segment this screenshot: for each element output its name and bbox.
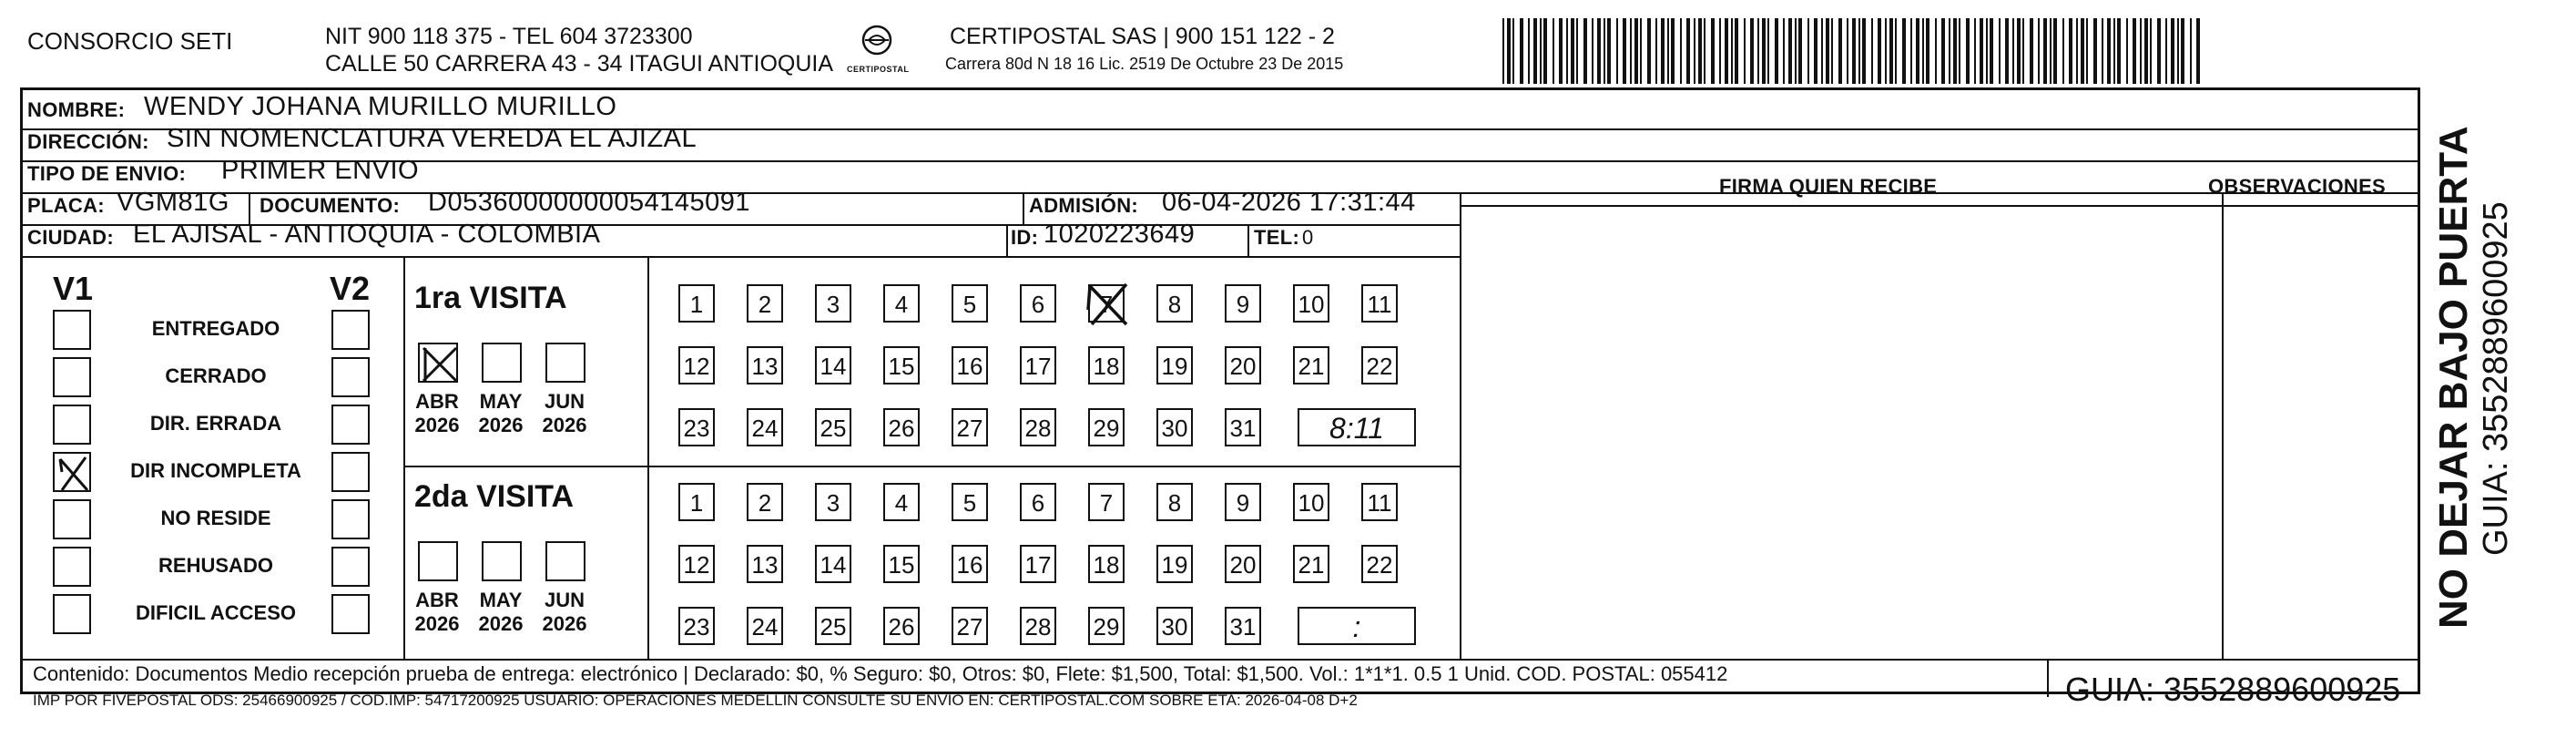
v2-checkbox[interactable] [331,405,370,445]
month-label: MAY 2026 [478,589,524,635]
day-box[interactable]: 27 [952,408,988,446]
day-box[interactable]: 2 [747,284,783,323]
day-box[interactable]: 27 [952,607,988,645]
side-guia: GUIA: 3552889600925 [2477,201,2515,556]
visit-title: 2da VISITA [414,479,575,514]
day-box[interactable]: 28 [1020,408,1056,446]
v1-header: V1 [53,270,94,307]
nit-line: NIT 900 118 375 - TEL 604 3723300 [325,24,693,49]
day-box[interactable]: 4 [883,284,920,323]
month-label: JUN 2026 [542,589,587,635]
day-box[interactable]: 13 [747,346,783,384]
day-box[interactable]: 10 [1293,284,1329,323]
v2-checkbox[interactable] [331,499,370,539]
day-box[interactable]: 11 [1361,483,1398,521]
city-value: EL AJISAL - ANTIOQUIA - COLOMBIA [133,220,601,249]
month-checkbox[interactable] [545,343,585,383]
time-box[interactable]: 8:11 [1298,408,1416,446]
day-box[interactable]: 30 [1156,408,1193,446]
month-checkbox[interactable] [482,541,522,581]
day-box[interactable]: 22 [1361,545,1398,583]
day-box[interactable]: 7 [1088,284,1125,323]
firma-header: FIRMA QUIEN RECIBE [1719,175,1938,198]
v2-checkbox[interactable] [331,357,370,397]
v1-checkbox[interactable] [53,452,91,492]
imp-line: IMP POR FIVEPOSTAL ODS: 25466900925 / COD.IMP: 54717200925 USUARIO: OPERACIONES MEDELLÍN CONSULTE SU ENVIO EN: CERTIPOSTAL.COM SOBRE ETA: 2026-04-08 D+2 [33,692,1358,709]
day-box[interactable]: 28 [1020,607,1056,645]
month-checkbox[interactable] [482,343,522,383]
certipostal-line2: Carrera 80d N 18 16 Lic. 2519 De Octubre 23 De 2015 [945,55,1344,73]
address-line: CALLE 50 CARRERA 43 - 34 ITAGUI ANTIOQUIA [325,51,834,77]
day-box[interactable]: 3 [815,284,851,323]
logo-text: CERTIPOSTAL [847,65,910,74]
v1-checkbox[interactable] [53,547,91,587]
month-checkbox[interactable] [418,343,458,383]
day-box[interactable]: 6 [1020,483,1056,521]
v1-checkbox[interactable] [53,310,91,350]
day-box[interactable]: 12 [678,545,715,583]
content-line: Contenido: Documentos Medio recepción prueba de entrega: electrónico | Declarado: $0, % Seguro: $0, Otros: $0, Flete: $1,500, Total: $1,500. Vol.: 1*1*1. 0.5 1 Unid. COD. POSTAL: 055412 [33,662,1728,685]
day-box[interactable]: 31 [1225,607,1261,645]
month-label: ABR 2026 [414,390,460,436]
time-box[interactable]: : [1298,607,1416,645]
v1-checkbox[interactable] [53,594,91,634]
barcode [1502,18,2204,84]
day-box[interactable]: 5 [952,284,988,323]
day-box[interactable]: 31 [1225,408,1261,446]
v2-checkbox[interactable] [331,310,370,350]
status-label: CERRADO [165,364,267,387]
day-box[interactable]: 7 [1088,483,1125,521]
v1-checkbox[interactable] [53,405,91,445]
day-box[interactable]: 23 [678,408,715,446]
city-label: CIUDAD: [27,226,114,249]
day-box[interactable]: 14 [815,346,851,384]
v2-checkbox[interactable] [331,452,370,492]
certipostal-line1: CERTIPOSTAL SAS | 900 151 122 - 2 [950,24,1335,49]
handwritten-x-icon [420,344,460,384]
day-box[interactable]: 1 [678,284,715,323]
plate-label: PLACA: [27,194,105,217]
day-box[interactable]: 15 [883,346,920,384]
day-box[interactable]: 17 [1020,346,1056,384]
company-name: CONSORCIO SETI [27,27,233,55]
status-label: ENTREGADO [151,317,280,340]
day-box[interactable]: 16 [952,545,988,583]
id-value: 1020223649 [1044,220,1196,249]
day-box[interactable]: 23 [678,607,715,645]
month-checkbox[interactable] [545,541,585,581]
day-box[interactable]: 20 [1225,346,1261,384]
visit-title: 1ra VISITA [414,281,567,315]
day-box[interactable]: 26 [883,607,920,645]
certipostal-logo [856,24,898,66]
day-box[interactable]: 9 [1225,284,1261,323]
day-box[interactable]: 24 [747,408,783,446]
day-box[interactable]: 5 [952,483,988,521]
handwritten-x-icon [1084,279,1132,330]
day-box[interactable]: 24 [747,607,783,645]
document-label: DOCUMENTO: [260,194,401,217]
day-box[interactable]: 15 [883,545,920,583]
name-label: NOMBRE: [27,98,126,121]
admission-value: 06-04-2026 17:31:44 [1162,188,1416,217]
status-label: DIR INCOMPLETA [130,459,301,482]
footer-guia: GUIA: 3552889600925 [2065,671,2401,708]
document-value: D05360000000054145091 [428,188,751,217]
address-value: SIN NOMENCLATURA VEREDA EL AJIZAL [167,124,697,153]
v2-checkbox[interactable] [331,594,370,634]
day-box[interactable]: 14 [815,545,851,583]
day-box[interactable]: 26 [883,408,920,446]
day-box[interactable]: 6 [1020,284,1056,323]
day-box[interactable]: 12 [678,346,715,384]
plate-value: VGM81G [117,188,229,217]
address-label: DIRECCIÓN: [27,130,149,153]
day-box[interactable]: 18 [1088,545,1125,583]
status-label: DIFICIL ACCESO [135,601,296,624]
day-box[interactable]: 17 [1020,545,1056,583]
v2-checkbox[interactable] [331,547,370,587]
day-box[interactable]: 1 [678,483,715,521]
side-warning: NO DEJAR BAJO PUERTA [2431,126,2476,629]
handwritten-x-icon [55,454,93,494]
day-box[interactable]: 21 [1293,545,1329,583]
status-label: NO RESIDE [160,507,271,529]
day-box[interactable]: 2 [747,483,783,521]
day-box[interactable]: 30 [1156,607,1193,645]
id-label: ID: [1011,226,1039,249]
day-box[interactable]: 21 [1293,346,1329,384]
observaciones-header: OBSERVACIONES [2208,175,2387,198]
day-box[interactable]: 13 [747,545,783,583]
day-box[interactable]: 19 [1156,346,1193,384]
day-box[interactable]: 10 [1293,483,1329,521]
month-label: JUN 2026 [542,390,587,436]
tel-label: TEL: [1254,226,1300,249]
day-box[interactable]: 22 [1361,346,1398,384]
day-box[interactable]: 20 [1225,545,1261,583]
day-box[interactable]: 25 [815,408,851,446]
v1-checkbox[interactable] [53,357,91,397]
status-label: DIR. ERRADA [149,412,282,435]
type-value: PRIMER ENVIO [221,156,420,185]
day-box[interactable]: 16 [952,346,988,384]
day-box[interactable]: 29 [1088,607,1125,645]
day-box[interactable]: 8 [1156,483,1193,521]
month-label: MAY 2026 [478,390,524,436]
day-box[interactable]: 4 [883,483,920,521]
month-checkbox[interactable] [418,541,458,581]
day-box[interactable]: 3 [815,483,851,521]
day-box[interactable]: 19 [1156,545,1193,583]
day-box[interactable]: 25 [815,607,851,645]
name-value: WENDY JOHANA MURILLO MURILLO [144,92,617,121]
month-label: ABR 2026 [414,589,460,635]
v2-header: V2 [330,270,371,307]
day-box[interactable]: 8 [1156,284,1193,323]
day-box[interactable]: 29 [1088,408,1125,446]
admission-label: ADMISIÓN: [1029,194,1139,217]
day-box[interactable]: 18 [1088,346,1125,384]
day-box[interactable]: 9 [1225,483,1261,521]
type-label: TIPO DE ENVIO: [27,162,187,185]
status-label: REHUSADO [158,554,273,577]
tel-value: 0 [1302,226,1314,249]
certipostal-logo-icon [856,24,898,66]
day-box[interactable]: 11 [1361,284,1398,323]
v1-checkbox[interactable] [53,499,91,539]
